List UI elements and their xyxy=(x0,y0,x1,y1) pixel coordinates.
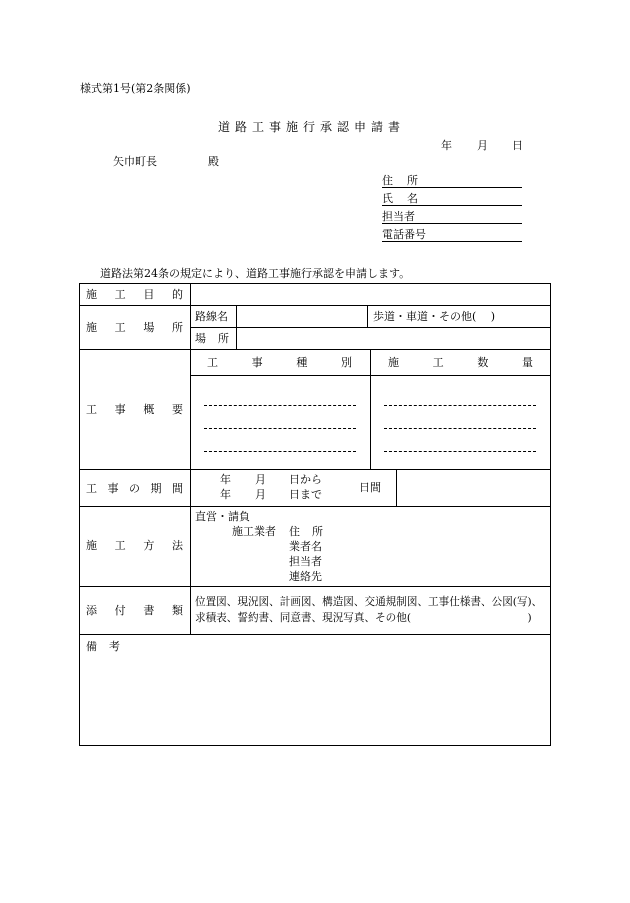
period-month-start: 月 xyxy=(255,473,266,486)
honorific: 殿 xyxy=(208,155,219,168)
remarks-field[interactable] xyxy=(80,656,550,745)
intro-text: 道路法第24条の規定により、道路工事施行承認を申請します。 xyxy=(100,267,411,280)
work-quantity-line[interactable] xyxy=(384,405,536,406)
remarks-label: 備 考 xyxy=(86,640,120,653)
method-contractor: 施工業者 xyxy=(232,525,276,538)
applicant-name-label: 氏 名 xyxy=(382,192,418,205)
date-month: 月 xyxy=(477,139,488,152)
method-person: 担当者 xyxy=(289,555,322,568)
work-type-header: 工 事 種 別 xyxy=(207,356,352,369)
work-quantity-line[interactable] xyxy=(384,428,536,429)
addressee: 矢巾町長 xyxy=(113,155,157,168)
work-type-line[interactable] xyxy=(204,405,356,406)
overview-label: 工 事 概 要 xyxy=(86,403,183,416)
work-quantity-header: 施 工 数 量 xyxy=(388,356,533,369)
period-label: 工 事 の 期 間 xyxy=(86,482,183,495)
document-title: 道路工事施行承認申請書 xyxy=(218,120,406,134)
method-label: 施 工 方 法 xyxy=(86,539,183,552)
period-from: 日から xyxy=(289,473,322,486)
method-contact: 連絡先 xyxy=(289,570,322,583)
attachments-line-1: 位置図、現況図、計画図、構造図、交通規制図、工事仕様書、公図(写)、 xyxy=(195,596,543,608)
purpose-label: 施 工 目 的 xyxy=(86,288,183,301)
place-label: 場 所 xyxy=(195,332,229,345)
method-address: 住 所 xyxy=(289,525,323,538)
road-type-options: 歩道・車道・その他( ) xyxy=(373,310,496,323)
applicant-address-label: 住 所 xyxy=(382,174,418,187)
attachments-line-2: 求積表、誓約書、同意書、現況写真、その他( ) xyxy=(195,612,532,624)
period-to: 日まで xyxy=(289,488,322,501)
applicant-person-label: 担当者 xyxy=(382,210,415,223)
route-label: 路線名 xyxy=(195,310,228,323)
attachments-label: 添 付 書 類 xyxy=(86,604,183,617)
work-quantity-line[interactable] xyxy=(384,451,536,452)
method-type: 直営・請負 xyxy=(195,510,250,523)
date-day: 日 xyxy=(512,139,523,152)
date-year: 年 xyxy=(441,139,452,152)
period-days: 日間 xyxy=(359,481,381,494)
applicant-phone-label: 電話番号 xyxy=(382,228,426,241)
form-number: 様式第1号(第2条関係) xyxy=(80,82,191,95)
method-company: 業者名 xyxy=(289,540,322,553)
work-type-line[interactable] xyxy=(204,451,356,452)
period-month-end: 月 xyxy=(255,488,266,501)
period-year-start: 年 xyxy=(220,473,231,486)
location-label: 施 工 場 所 xyxy=(86,321,183,334)
period-year-end: 年 xyxy=(220,488,231,501)
work-type-line[interactable] xyxy=(204,428,356,429)
